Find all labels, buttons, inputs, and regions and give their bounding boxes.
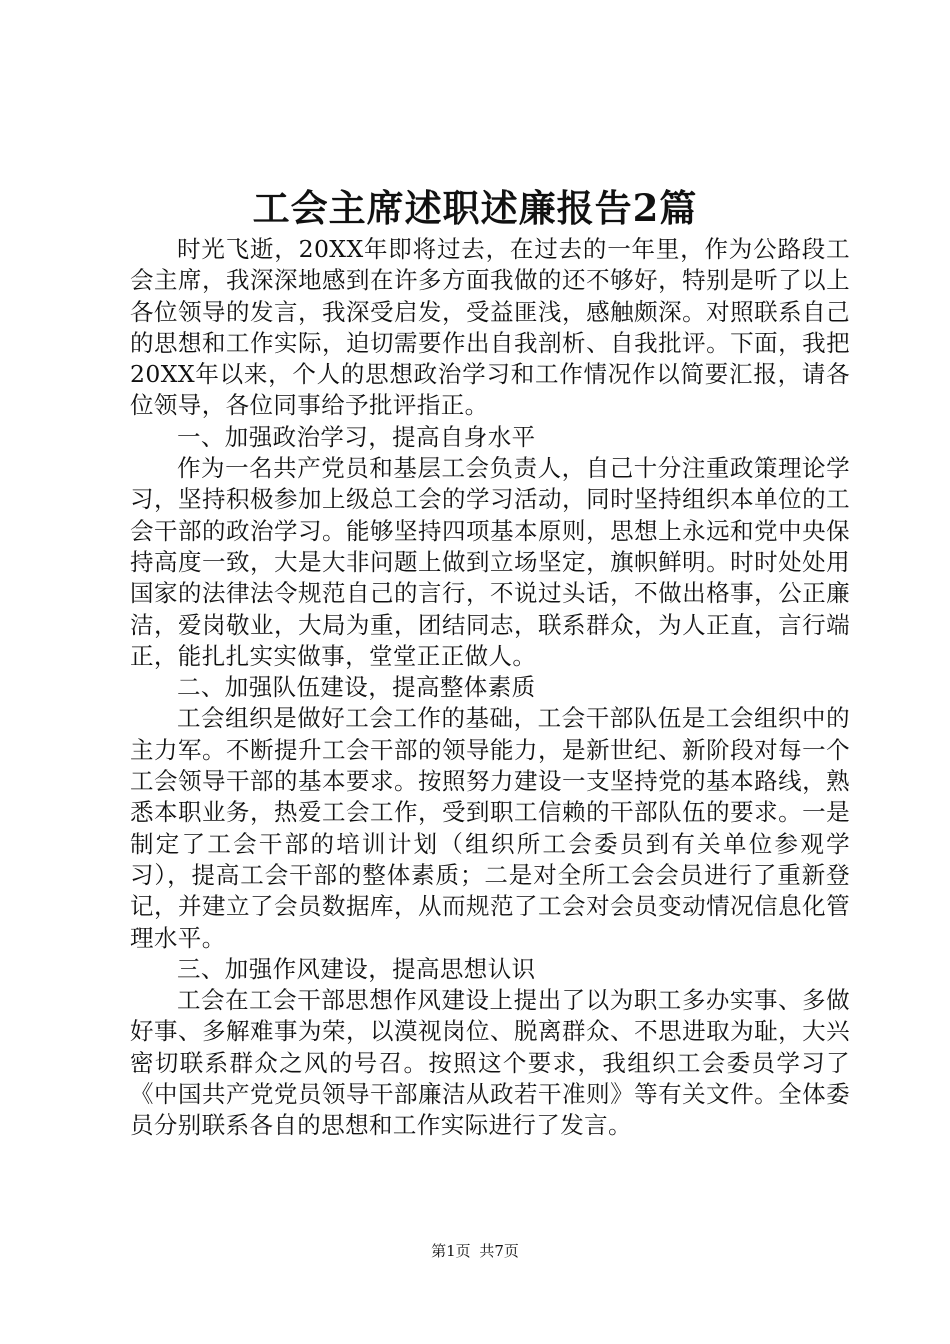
- paragraph-section-3: 工会在工会干部思想作风建设上提出了以为职工多办实事、多做好事、多解难事为荣，以漠视岗位、脱离群众、不思进取为耻，大兴密切联系群众之风的号召。按照这个要求，我组织工会委员学习了《中国共产党党员领导干部廉洁从政若干准则》等有关文件。全体委员分别联系各自的思想和工作实际进行了发言。: [130, 986, 850, 1140]
- section-heading-2: 二、加强队伍建设，提高整体素质: [177, 673, 536, 702]
- page-number: 第1页: [431, 1242, 471, 1260]
- paragraph-intro: 时光飞逝，20XX年即将过去，在过去的一年里，作为公路段工会主席，我深深地感到在许多方面我做的还不够好，特别是听了以上各位领导的发言，我深受启发，受益匪浅，感触颇深。对照联系自己的思想和工作实际，迫切需要作出自我剖析、自我批评。下面，我把20XX年以来，个人的思想政治学习和工作情况作以简要汇报，请各位领导，各位同事给予批评指正。: [130, 235, 850, 420]
- section-heading-3: 三、加强作风建设，提高思想认识: [177, 954, 536, 983]
- section-heading-1: 一、加强政治学习，提高自身水平: [177, 422, 536, 451]
- page-total: 共7页: [479, 1242, 519, 1260]
- paragraph-section-1: 作为一名共产党员和基层工会负责人，自己十分注重政策理论学习，坚持积极参加上级总工会的学习活动，同时坚持组织本单位的工会干部的政治学习。能够坚持四项基本原则，思想上永远和党中央保持高度一致，大是大非问题上做到立场坚定，旗帜鲜明。时时处处用国家的法律法令规范自己的言行，不说过头话，不做出格事，公正廉洁，爱岗敬业，大局为重，团结同志，联系群众，为人正直，言行端正，能扎扎实实做事，堂堂正正做人。: [130, 454, 850, 670]
- document-title: 工会主席述职述廉报告2篇: [252, 186, 698, 230]
- paragraph-section-2: 工会组织是做好工会工作的基础，工会干部队伍是工会组织中的主力军。不断提升工会干部的领导能力，是新世纪、新阶段对每一个工会领导干部的基本要求。按照努力建设一支坚持党的基本路线，熟悉本职业务，热爱工会工作，受到职工信赖的干部队伍的要求。一是制定了工会干部的培训计划（组织所工会委员到有关单位参观学习），提高工会干部的整体素质；二是对全所工会会员进行了重新登记，并建立了会员数据库，从而规范了工会对会员变动情况信息化管理水平。: [130, 704, 850, 952]
- document-body: [130, 234, 850, 1142]
- page-footer: [0, 1240, 950, 1262]
